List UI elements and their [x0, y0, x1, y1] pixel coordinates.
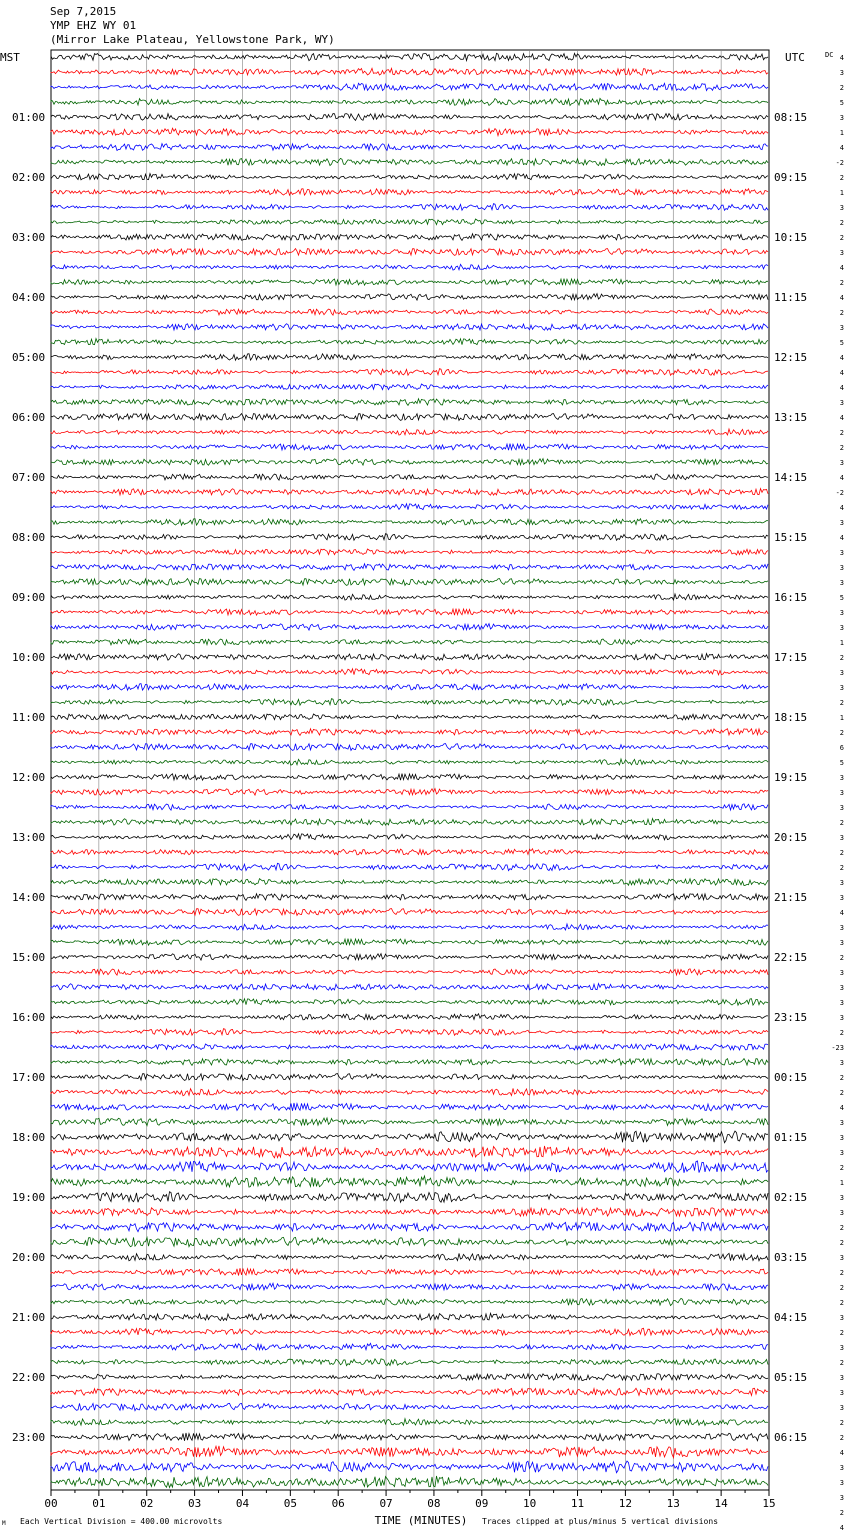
hour-label-mst: 05:00: [12, 351, 46, 364]
seismic-trace: [51, 969, 768, 975]
hour-label-mst: 01:00: [12, 111, 46, 124]
seismic-trace: [51, 669, 768, 675]
dc-offset-value: 3: [839, 1254, 844, 1262]
dc-offset-value: 2: [839, 84, 844, 92]
hour-label-utc: 19:15: [774, 771, 808, 784]
dc-offset-value: 3: [839, 1119, 844, 1127]
x-tick-label: 05: [283, 1497, 297, 1510]
hour-label-mst: 20:00: [12, 1251, 46, 1264]
hour-label-utc: 08:15: [774, 111, 808, 124]
seismic-trace: [51, 489, 768, 496]
hour-label-utc: 05:15: [774, 1371, 808, 1384]
dc-offset-value: 3: [839, 1479, 844, 1487]
dc-offset-value: 4: [839, 1524, 844, 1532]
seismic-trace: [51, 1388, 768, 1395]
x-tick-label: 08: [427, 1497, 441, 1510]
seismic-trace: [51, 519, 768, 526]
seismic-trace: [51, 444, 768, 451]
plot-date: Sep 7,2015: [50, 5, 117, 18]
station-code: YMP EHZ WY 01: [50, 19, 137, 32]
seismic-trace: [51, 264, 768, 270]
hour-label-mst: 19:00: [12, 1191, 46, 1204]
dc-offset-value: 2: [839, 1419, 844, 1427]
dc-label: DC: [825, 51, 834, 59]
x-tick-label: 02: [140, 1497, 154, 1510]
dc-offset-value: 3: [839, 999, 844, 1007]
dc-offset-value: 3: [839, 774, 844, 782]
hour-label-mst: 17:00: [12, 1071, 46, 1084]
hour-label-mst: 02:00: [12, 171, 46, 184]
seismic-trace: [51, 1059, 768, 1066]
seismic-trace: [51, 1433, 768, 1441]
dc-offset-value: 2: [839, 1029, 844, 1037]
seismic-trace: [51, 294, 768, 301]
seismic-trace: [51, 924, 768, 930]
dc-offset-value: 2: [839, 1239, 844, 1247]
seismic-trace: [51, 1253, 768, 1260]
seismic-trace: [51, 504, 768, 510]
hour-label-utc: 06:15: [774, 1431, 808, 1444]
seismic-trace: [51, 1088, 768, 1095]
dc-offset-value: 3: [839, 1374, 844, 1382]
seismic-trace: [51, 1476, 768, 1488]
dc-offset-value: 2: [839, 1359, 844, 1367]
seismic-trace: [51, 68, 768, 75]
dc-offset-value: 3: [839, 684, 844, 692]
seismic-trace: [51, 1208, 768, 1217]
seismic-trace: [51, 804, 768, 810]
seismic-trace: [51, 1014, 768, 1020]
seismic-trace: [51, 309, 768, 315]
dc-offset-value: 2: [839, 1164, 844, 1172]
dc-offset-value: 3: [839, 1494, 844, 1502]
dc-offset-value: 3: [839, 249, 844, 257]
dc-offset-value: -2: [835, 489, 844, 497]
dc-offset-value: 2: [839, 1329, 844, 1337]
dc-offset-value: 1: [839, 639, 844, 647]
hour-label-utc: 03:15: [774, 1251, 808, 1264]
seismic-trace: [51, 939, 768, 946]
seismic-trace: [51, 774, 768, 781]
hour-label-mst: 08:00: [12, 531, 46, 544]
seismic-trace: [51, 863, 768, 870]
seismic-trace: [51, 384, 768, 390]
seismic-trace: [51, 204, 768, 211]
seismic-trace: [51, 1074, 768, 1081]
x-tick-label: 09: [475, 1497, 489, 1510]
x-tick-label: 07: [379, 1497, 393, 1510]
seismic-trace: [51, 999, 768, 1006]
dc-offset-value: 2: [839, 234, 844, 242]
dc-offset-value: 3: [839, 564, 844, 572]
x-tick-label: 12: [618, 1497, 633, 1510]
hour-label-utc: 04:15: [774, 1311, 808, 1324]
seismic-trace: [51, 1146, 768, 1158]
seismic-trace: [51, 564, 768, 571]
dc-offset-value: 3: [839, 549, 844, 557]
vertical-division-note: Each Vertical Division = 400.00 microvolts: [20, 1517, 223, 1526]
dc-offset-value: 3: [839, 1464, 844, 1472]
seismic-trace: [51, 639, 768, 645]
dc-offset-value: 2: [839, 1089, 844, 1097]
seismic-trace: [51, 128, 768, 135]
hour-label-utc: 00:15: [774, 1071, 808, 1084]
hour-label-mst: 10:00: [12, 651, 46, 664]
dc-offset-value: 4: [839, 1104, 844, 1112]
seismic-trace: [51, 1237, 768, 1246]
dc-offset-value: 2: [839, 174, 844, 182]
seismic-trace: [51, 819, 768, 826]
hour-label-mst: 23:00: [12, 1431, 46, 1444]
dc-offset-value: 1: [839, 1179, 844, 1187]
dc-offset-value: 4: [839, 474, 844, 482]
dc-offset-value: 2: [839, 819, 844, 827]
seismic-trace: [51, 1298, 768, 1305]
seismic-trace: [51, 249, 768, 256]
seismic-trace: [51, 414, 768, 421]
seismic-trace: [51, 1446, 768, 1458]
dc-offset-value: 4: [839, 534, 844, 542]
dc-offset-value: 3: [839, 459, 844, 467]
seismic-trace: [51, 98, 768, 105]
hour-label-mst: 15:00: [12, 951, 46, 964]
hour-label-mst: 16:00: [12, 1011, 46, 1024]
seismic-trace: [51, 83, 768, 90]
hour-label-utc: 09:15: [774, 171, 808, 184]
hour-label-mst: 22:00: [12, 1371, 46, 1384]
dc-offset-value: 3: [839, 834, 844, 842]
seismic-trace: [51, 1461, 768, 1473]
dc-offset-value: 1: [839, 714, 844, 722]
seismic-trace: [51, 834, 768, 840]
seismic-trace: [51, 399, 768, 406]
dc-offset-value: 4: [839, 264, 844, 272]
dc-offset-value: 4: [839, 144, 844, 152]
x-tick-label: 14: [714, 1497, 728, 1510]
dc-offset-value: 4: [839, 414, 844, 422]
dc-offset-value: 3: [839, 69, 844, 77]
seismic-trace: [51, 189, 768, 196]
seismic-trace: [51, 984, 768, 991]
hour-label-utc: 17:15: [774, 651, 808, 664]
seismic-trace: [51, 1374, 768, 1381]
dc-offset-value: 1: [839, 189, 844, 197]
dc-offset-value: 2: [839, 429, 844, 437]
dc-offset-value: 5: [839, 759, 844, 767]
dc-offset-value: 3: [839, 879, 844, 887]
dc-offset-value: 2: [839, 1434, 844, 1442]
seismic-trace: [51, 1343, 768, 1350]
dc-offset-value: 1: [839, 129, 844, 137]
seismic-trace: [51, 219, 768, 225]
dc-offset-value: -23: [831, 1044, 844, 1052]
x-tick-label: 13: [666, 1497, 680, 1510]
seismic-trace: [51, 339, 768, 345]
dc-offset-value: 4: [839, 504, 844, 512]
dc-offset-value: 3: [839, 1194, 844, 1202]
seismic-trace: [51, 894, 768, 901]
hour-label-utc: 12:15: [774, 351, 808, 364]
hour-label-mst: 06:00: [12, 411, 46, 424]
dc-offset-value: 4: [839, 369, 844, 377]
dc-offset-value: 3: [839, 519, 844, 527]
hour-label-mst: 21:00: [12, 1311, 46, 1324]
dc-offset-value: 3: [839, 1149, 844, 1157]
hour-label-utc: 11:15: [774, 291, 808, 304]
seismic-trace: [51, 729, 768, 736]
seismic-trace: [51, 624, 768, 631]
hour-label-utc: 16:15: [774, 591, 808, 604]
seismic-trace: [51, 1222, 768, 1231]
dc-offset-value: 4: [839, 354, 844, 362]
seismic-trace: [51, 1029, 768, 1036]
seismic-trace: [51, 579, 768, 586]
seismic-trace: [51, 1044, 768, 1050]
dc-offset-value: 5: [839, 339, 844, 347]
dc-offset-value: 3: [839, 399, 844, 407]
seismic-trace: [51, 1176, 768, 1187]
dc-offset-value: 5: [839, 594, 844, 602]
dc-offset-value: 2: [839, 1269, 844, 1277]
dc-offset-value: 5: [839, 99, 844, 107]
dc-offset-value: 3: [839, 1314, 844, 1322]
seismic-trace: [51, 654, 768, 661]
seismic-trace: [51, 879, 768, 886]
dc-offset-value: 2: [839, 1299, 844, 1307]
dc-offset-value: 3: [839, 1059, 844, 1067]
hour-label-mst: 11:00: [12, 711, 46, 724]
seismic-trace: [51, 114, 768, 121]
hour-label-utc: 20:15: [774, 831, 808, 844]
dc-offset-value: 3: [839, 939, 844, 947]
seismic-trace: [51, 1103, 768, 1111]
dc-offset-value: 3: [839, 1389, 844, 1397]
hour-label-utc: 02:15: [774, 1191, 808, 1204]
seismic-trace: [51, 53, 768, 60]
dc-offset-value: 2: [839, 219, 844, 227]
seismic-trace: [51, 369, 768, 376]
dc-offset-value: 6: [839, 744, 844, 752]
seismic-trace: [51, 714, 768, 720]
x-tick-label: 01: [92, 1497, 106, 1510]
x-tick-label: 00: [44, 1497, 58, 1510]
dc-offset-value: 2: [839, 1224, 844, 1232]
dc-offset-value: 2: [839, 1284, 844, 1292]
clipping-note: Traces clipped at plus/minus 5 vertical divisions: [482, 1517, 719, 1526]
x-tick-label: 03: [187, 1497, 202, 1510]
seismic-trace: [51, 609, 768, 616]
seismic-trace: [51, 954, 768, 961]
dc-offset-value: 3: [839, 894, 844, 902]
seismic-trace: [51, 279, 768, 286]
dc-offset-value: 4: [839, 54, 844, 62]
dc-offset-value: 2: [839, 1509, 844, 1517]
seismic-trace: [51, 234, 768, 241]
dc-offset-value: 4: [839, 384, 844, 392]
seismic-trace: [51, 759, 768, 765]
left-timezone-label: MST: [0, 51, 20, 64]
seismic-trace: [51, 158, 768, 165]
dc-offset-value: 2: [839, 654, 844, 662]
seismic-trace: [51, 1268, 768, 1275]
seismic-trace: [51, 1161, 768, 1173]
dc-offset-value: 3: [839, 204, 844, 212]
x-tick-label: 15: [762, 1497, 776, 1510]
dc-offset-value: 3: [839, 789, 844, 797]
dc-offset-value: 2: [839, 699, 844, 707]
hour-label-mst: 13:00: [12, 831, 46, 844]
dc-offset-value: 2: [839, 954, 844, 962]
seismic-trace: [51, 1403, 768, 1410]
hour-label-mst: 04:00: [12, 291, 46, 304]
hour-label-utc: 14:15: [774, 471, 808, 484]
seismic-trace: [51, 174, 768, 180]
dc-offset-value: 4: [839, 294, 844, 302]
seismic-trace: [51, 324, 768, 331]
hour-label-utc: 22:15: [774, 951, 808, 964]
station-location: (Mirror Lake Plateau, Yellowstone Park, WY): [50, 33, 335, 46]
dc-offset-value: 3: [839, 1404, 844, 1412]
seismic-trace: [51, 1328, 768, 1335]
dc-offset-value: 4: [839, 909, 844, 917]
dc-offset-value: 3: [839, 324, 844, 332]
hour-label-utc: 21:15: [774, 891, 808, 904]
dc-offset-value: 2: [839, 444, 844, 452]
seismic-trace: [51, 474, 768, 480]
dc-offset-value: -2: [835, 159, 844, 167]
dc-offset-value: 2: [839, 1074, 844, 1082]
dc-offset-value: 3: [839, 669, 844, 677]
dc-offset-value: 3: [839, 624, 844, 632]
seismic-trace: [51, 1359, 768, 1366]
right-timezone-label: UTC: [785, 51, 805, 64]
x-tick-label: 04: [235, 1497, 250, 1510]
hour-label-utc: 01:15: [774, 1131, 808, 1144]
dc-offset-value: 3: [839, 114, 844, 122]
seismic-trace: [51, 744, 768, 751]
dc-offset-value: 2: [839, 849, 844, 857]
dc-offset-value: 3: [839, 1344, 844, 1352]
footer-mark: M: [2, 1520, 6, 1527]
seismic-trace: [51, 789, 768, 796]
dc-offset-value: 3: [839, 924, 844, 932]
seismic-trace: [51, 1283, 768, 1290]
seismic-trace: [51, 144, 768, 151]
seismic-trace: [51, 699, 768, 706]
seismic-trace: [51, 429, 768, 435]
x-tick-label: 06: [331, 1497, 345, 1510]
hour-label-utc: 23:15: [774, 1011, 808, 1024]
seismic-trace: [51, 354, 768, 361]
seismic-trace: [51, 534, 768, 541]
dc-offset-value: 3: [839, 609, 844, 617]
dc-offset-value: 3: [839, 1209, 844, 1217]
dc-offset-value: 2: [839, 279, 844, 287]
dc-offset-value: 4: [839, 1449, 844, 1457]
hour-label-utc: 18:15: [774, 711, 808, 724]
seismic-trace: [51, 459, 768, 466]
dc-offset-value: 2: [839, 864, 844, 872]
seismic-trace: [51, 1192, 768, 1203]
seismic-trace: [51, 909, 768, 916]
hour-label-mst: 03:00: [12, 231, 46, 244]
seismic-trace: [51, 594, 768, 600]
seismic-trace: [51, 1118, 768, 1126]
seismic-trace: [51, 549, 768, 555]
dc-offset-value: 3: [839, 969, 844, 977]
x-tick-label: 11: [570, 1497, 585, 1510]
seismic-trace: [51, 684, 768, 691]
dc-offset-value: 3: [839, 1014, 844, 1022]
x-tick-label: 10: [523, 1497, 537, 1510]
hour-label-mst: 12:00: [12, 771, 46, 784]
x-axis-title: TIME (MINUTES): [374, 1514, 468, 1527]
dc-offset-value: 2: [839, 729, 844, 737]
seismic-trace: [51, 1131, 768, 1143]
seismic-trace: [51, 1313, 768, 1320]
hour-label-mst: 14:00: [12, 891, 46, 904]
dc-offset-value: 3: [839, 579, 844, 587]
hour-label-mst: 18:00: [12, 1131, 46, 1144]
dc-offset-value: 3: [839, 984, 844, 992]
hour-label-mst: 09:00: [12, 591, 46, 604]
hour-label-utc: 10:15: [774, 231, 808, 244]
seismic-trace: [51, 1419, 768, 1426]
hour-label-mst: 07:00: [12, 471, 46, 484]
hour-label-utc: 13:15: [774, 411, 808, 424]
dc-offset-value: 3: [839, 1134, 844, 1142]
dc-offset-value: 2: [839, 309, 844, 317]
seismic-trace: [51, 849, 768, 855]
hour-label-utc: 15:15: [774, 531, 808, 544]
dc-offset-value: 3: [839, 804, 844, 812]
